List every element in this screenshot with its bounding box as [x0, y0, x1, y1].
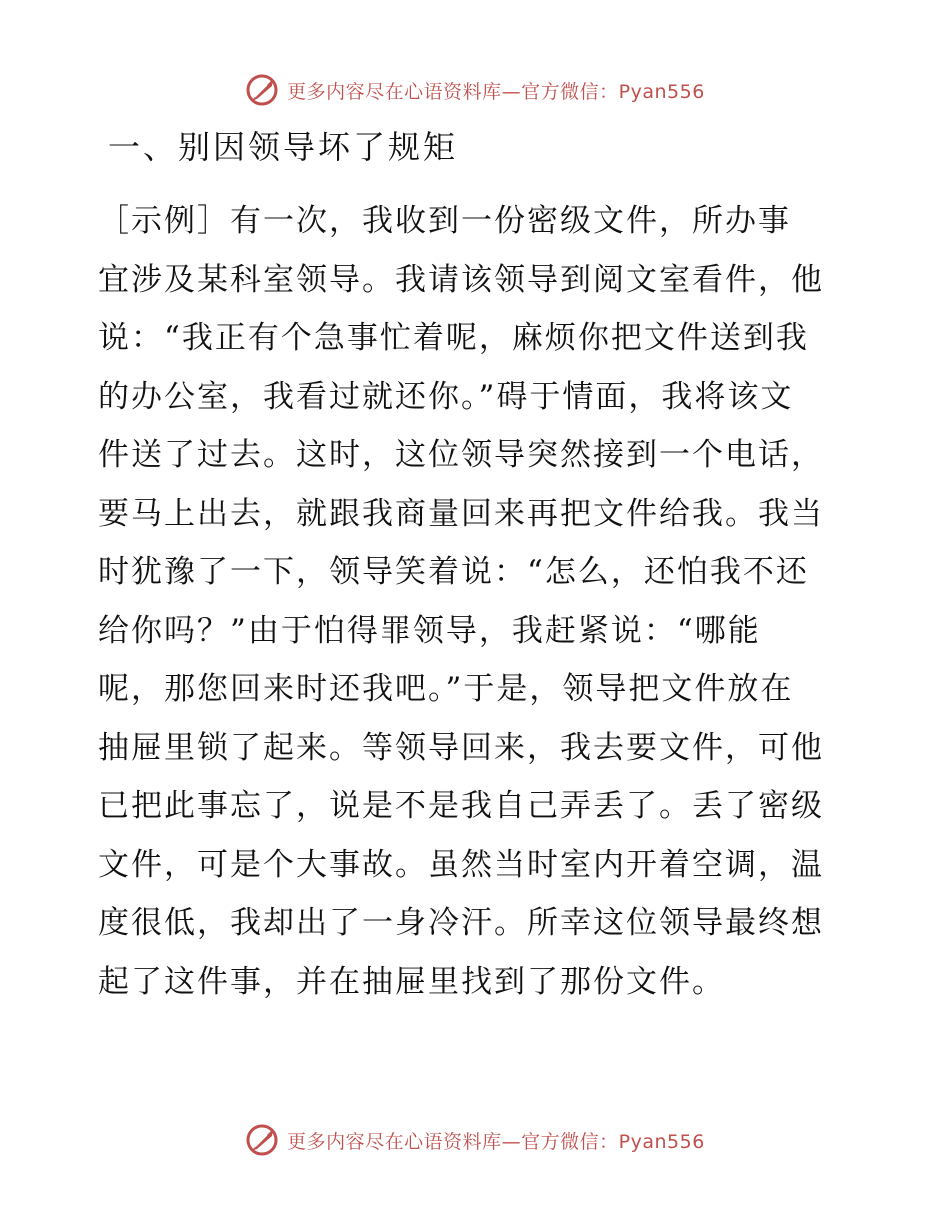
paragraph-line: 已把此事忘了，说是不是我自己弄丢了。丢了密级	[98, 788, 824, 824]
paragraph-line: ［示例］有一次，我收到一份密级文件，所办事	[98, 203, 791, 239]
paragraph-line: 时犹豫了一下，领导笑着说：“怎么，还怕我不还	[98, 554, 809, 590]
body-paragraph	[98, 196, 850, 1015]
paragraph-line: 件送了过去。这时，这位领导突然接到一个电话，	[98, 437, 824, 473]
paragraph-line: 给你吗？”由于怕得罪领导，我赶紧说：“哪能	[98, 612, 761, 649]
header-watermark-banner	[0, 70, 950, 110]
paragraph-line: 要马上出去，就跟我商量回来再把文件给我。我当	[98, 495, 824, 532]
paragraph-line: 起了这件事，并在抽屉里找到了那份文件。	[98, 963, 725, 1000]
paragraph-line: 抽屉里锁了起来。等领导回来，我去要文件，可他	[98, 729, 824, 766]
paragraph-line: 呢，那您回来时还我吧。”于是，领导把文件放在	[98, 671, 794, 707]
paragraph-line: 说：“我正有个急事忙着呢，麻烦你把文件送到我	[98, 320, 809, 356]
paragraph-line: 度很低，我却出了一身冷汗。所幸这位领导最终想	[98, 905, 824, 941]
paragraph-line: 的办公室，我看过就还你。”碍于情面，我将该文	[98, 378, 794, 415]
header-banner-text: 更多内容尽在心语资料库—官方微信：Pyan556	[287, 80, 705, 103]
footer-banner-text: 更多内容尽在心语资料库—官方微信：Pyan556	[287, 1130, 705, 1153]
quill-seal-icon	[245, 73, 279, 107]
paragraph-line: 文件，可是个大事故。虽然当时室内开着空调，温	[98, 846, 824, 883]
quill-seal-icon	[245, 1123, 279, 1157]
section-heading: 一、别因领导坏了规矩	[108, 128, 459, 166]
paragraph-line: 宜涉及某科室领导。我请该领导到阅文室看件，他	[98, 261, 824, 298]
footer-watermark-banner	[0, 1120, 950, 1160]
